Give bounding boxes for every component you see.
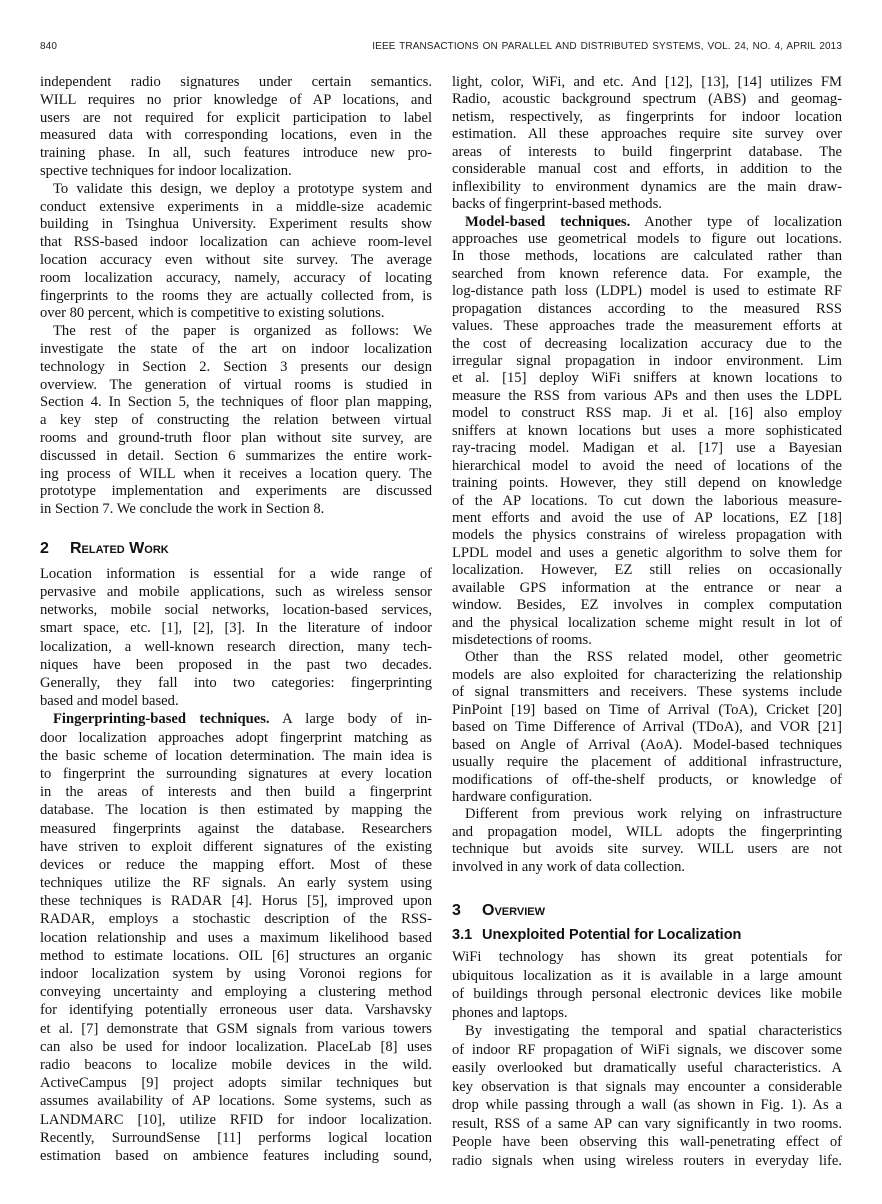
line-text: independent radio signatures under certain semantics. xyxy=(40,74,432,90)
line-text: fingerprints to the rooms they are actually collected from, is xyxy=(40,287,432,304)
text-line xyxy=(452,196,842,213)
line-text: usually require the placement of additional infrastructure, xyxy=(452,754,842,771)
text-line xyxy=(452,684,842,701)
text-line xyxy=(40,430,432,448)
text-line xyxy=(452,632,842,649)
text-line xyxy=(452,948,842,967)
line-text: these techniques is RADAR [4]. Horus [5], improved upon xyxy=(40,893,432,910)
paragraph xyxy=(40,565,432,711)
line-text: LPDL model and uses a genetic algorithm to solve them for xyxy=(452,544,842,561)
line-text: Different from previous work relying on infrastructure xyxy=(465,806,842,823)
line-text: Recently, SurroundSense [11] performs logical location xyxy=(40,1129,432,1146)
text-line xyxy=(452,475,842,492)
line-text: WiFi technology has shown its great potentials for xyxy=(452,949,842,966)
text-line xyxy=(40,765,432,783)
line-text: Another type of localization xyxy=(630,213,842,230)
text-line xyxy=(40,638,432,656)
running-header: IEEE TRANSACTIONS ON PARALLEL AND DISTRIBUTED SYSTEMS, VOL. 24, NO. 4, APRIL 2013 xyxy=(372,41,842,52)
text-line xyxy=(40,394,432,412)
text-line xyxy=(40,127,432,145)
text-line xyxy=(452,545,842,562)
paragraph xyxy=(452,806,842,876)
text-line xyxy=(40,288,432,306)
text-line xyxy=(40,674,432,692)
line-text: By investigating the temporal and spatial characteristics xyxy=(465,1023,842,1040)
line-text: log-distance path loss (LDPL) model is used to estimate RF xyxy=(452,283,842,300)
right-column xyxy=(452,74,842,1170)
text-line xyxy=(452,562,842,579)
line-text: the cost of decreasing localization accuracy due to the xyxy=(452,335,842,352)
paragraph xyxy=(40,74,432,181)
line-text: of buildings through personal electronic devices like mobile xyxy=(452,986,842,1003)
text-line xyxy=(452,1041,842,1060)
line-text: prototype implementation and experiments are discussed xyxy=(40,483,432,500)
line-text: room localization accuracy, namely, accuracy of locating xyxy=(40,269,432,286)
text-line xyxy=(40,583,432,601)
line-text: Radio, acoustic background spectrum (ABS) and geomag- xyxy=(452,91,842,108)
line-text: networks, mobile social networks, location-based services, xyxy=(40,602,432,619)
text-line xyxy=(452,1152,842,1171)
line-text: searched from known reference data. For example, the xyxy=(452,265,842,282)
text-line xyxy=(40,234,432,252)
paragraph xyxy=(40,323,432,519)
text-line xyxy=(40,1056,432,1074)
line-text: estimation. All these approaches require site survey over xyxy=(452,126,842,143)
text-line xyxy=(452,109,842,126)
line-text: ActiveCampus [9] project adopts similar techniques but xyxy=(40,1075,432,1092)
text-line xyxy=(40,892,432,910)
text-line xyxy=(452,510,842,527)
line-text: overview. The generation of virtual rooms is studied in xyxy=(40,376,432,393)
paragraph xyxy=(452,948,842,1022)
text-line xyxy=(452,440,842,457)
line-text: location accuracy even without site survey. The average xyxy=(40,251,432,268)
text-line xyxy=(452,318,842,335)
subsection-heading xyxy=(452,925,842,945)
text-line xyxy=(452,458,842,475)
paragraph xyxy=(452,1022,842,1170)
line-text: localization. However, EZ still relies on occasionally xyxy=(452,562,842,579)
paragraph-lead: Fingerprinting-based techniques. xyxy=(53,711,270,728)
text-line xyxy=(40,838,432,856)
line-text: result, RSS of a same AP can vary significantly in two rooms. xyxy=(452,1115,842,1132)
section-title: Overview xyxy=(482,902,545,920)
section-number: 3.1 xyxy=(452,927,473,944)
text-line xyxy=(452,388,842,405)
line-text: ray-tracing model. Madigan et al. [17] use a Bayesian xyxy=(452,440,842,457)
paragraph-lead: Model-based techniques. xyxy=(465,213,631,230)
line-text: misdetections of rooms. xyxy=(452,632,592,648)
line-text: involved in any work of data collection. xyxy=(452,858,686,875)
line-text: technique but avoids site survey. WILL users are not xyxy=(452,841,842,858)
text-line xyxy=(452,967,842,986)
line-text: Section 4. In Section 5, the techniques of floor plan mapping, xyxy=(40,394,432,411)
text-line xyxy=(452,126,842,143)
line-text: techniques utilize the RF signals. An early system using xyxy=(40,875,432,892)
text-line xyxy=(40,377,432,395)
line-text: indoor localization system by using Voronoi regions for xyxy=(40,966,432,983)
text-line xyxy=(452,214,842,231)
section-number: 3 xyxy=(452,902,461,920)
line-text: a key step of constructing the relation between virtual xyxy=(40,412,432,429)
text-line xyxy=(40,565,432,583)
text-line xyxy=(452,423,842,440)
line-text: method to estimate locations. OIL [6] structures an organic xyxy=(40,947,432,964)
line-text: areas of interests to build fingerprint database. The xyxy=(452,143,842,160)
line-text: devices or reduce the mapping effort. Most of these xyxy=(40,856,432,873)
line-text: radio signals when using wireless routers in everyday life. xyxy=(452,1152,842,1169)
line-text: easily overlooked but dramatically useful characteristics. A xyxy=(452,1060,842,1077)
line-text: pervasive and mobile applications, such as wireless sensor xyxy=(40,584,432,601)
text-line xyxy=(40,1111,432,1129)
text-line xyxy=(452,493,842,510)
text-line xyxy=(40,929,432,947)
text-line xyxy=(40,856,432,874)
line-text: building in Tsinghua University. Experiment results show xyxy=(40,216,432,233)
line-text: the basic scheme of location determination. The main idea is xyxy=(40,747,432,764)
text-line xyxy=(452,597,842,614)
line-text: phones and laptops. xyxy=(452,1004,568,1021)
text-line xyxy=(40,747,432,765)
text-line xyxy=(452,91,842,108)
line-text: considerable manual cost and efforts, in addition to the xyxy=(452,161,842,178)
page-number: 840 xyxy=(40,41,57,52)
line-text: People have been observing this wall-penetrating effect of xyxy=(452,1134,842,1151)
line-text: key observation is that signals may encounter a considerable xyxy=(452,1078,842,1095)
text-line xyxy=(40,729,432,747)
line-text: of signal transmitters and receivers. These systems include xyxy=(452,684,842,701)
text-line xyxy=(40,181,432,199)
line-text: ing process of WILL when it receives a location query. The xyxy=(40,465,432,482)
line-text: technology in Section 2. Section 3 presents our design xyxy=(40,358,432,375)
text-line xyxy=(452,527,842,544)
line-text: in Section 7. We conclude the work in Section 8. xyxy=(40,501,325,518)
text-line xyxy=(40,1001,432,1019)
line-text: to fingerprint the surrounding signatures at every location xyxy=(40,765,432,782)
text-line xyxy=(452,161,842,178)
line-text: model to construct RSS map. Ji et al. [16] also employ xyxy=(452,405,842,422)
text-line xyxy=(452,248,842,265)
text-line xyxy=(452,841,842,858)
line-text: models are also exploited for characterizing the relationship xyxy=(452,666,842,683)
text-line xyxy=(452,737,842,754)
line-text: that RSS-based indoor localization can achieve room-level xyxy=(40,234,432,251)
line-text: training phase. In all, such features introduce new pro- xyxy=(40,145,432,162)
text-line xyxy=(40,216,432,234)
text-line xyxy=(452,301,842,318)
text-line xyxy=(40,466,432,484)
line-text: WILL requires no prior knowledge of AP locations, and xyxy=(40,91,432,108)
line-text: smart space, etc. [1], [2], [3]. In the literature of indoor xyxy=(40,620,432,637)
text-line xyxy=(452,580,842,597)
text-line xyxy=(40,448,432,466)
line-text: for identifying potentially erroneous user data. Varshavsky xyxy=(40,1002,432,1019)
line-text: The rest of the paper is organized as follows: We xyxy=(53,323,432,340)
line-text: et al. [15] deploy WiFi sniffers at known locations to xyxy=(452,370,842,387)
text-line xyxy=(452,283,842,300)
text-line xyxy=(452,231,842,248)
text-line xyxy=(40,783,432,801)
line-text: measure the RSS from various APs and then uses the LDPL xyxy=(452,387,842,404)
section-number: 2 xyxy=(40,539,49,557)
line-text: Location information is essential for a wide range of xyxy=(40,565,432,582)
line-text: sniffers at known locations but uses a more sophisticated xyxy=(452,422,842,439)
line-text: hierarchical model to avoid the need of locations of the xyxy=(452,457,842,474)
text-line xyxy=(452,615,842,632)
text-line xyxy=(40,1092,432,1110)
text-line xyxy=(452,1115,842,1134)
line-text: et al. [7] demonstrate that GSM signals from various towers xyxy=(40,1020,432,1037)
line-text: light, color, WiFi, and etc. And [12], [13], [14] utilizes FM xyxy=(452,74,842,90)
line-text: In those methods, locations are calculated rather than xyxy=(452,248,842,265)
line-text: spective techniques for indoor localization. xyxy=(40,162,292,179)
line-text: A large body of in- xyxy=(269,711,432,728)
line-text: netism, respectively, as fingerprints for indoor location xyxy=(452,108,842,125)
text-line xyxy=(452,1078,842,1097)
line-text: door localization approaches adopt fingerprint matching as xyxy=(40,729,432,746)
text-line xyxy=(40,656,432,674)
paragraph xyxy=(452,74,842,214)
text-line xyxy=(40,601,432,619)
text-line xyxy=(452,353,842,370)
text-line xyxy=(40,92,432,110)
text-line xyxy=(452,266,842,283)
text-line xyxy=(40,74,432,92)
section-heading xyxy=(40,538,432,560)
text-line xyxy=(40,710,432,728)
line-text: over 80 percent, which is competitive to existing solutions. xyxy=(40,305,385,322)
line-text: assumes availability of AP locations. Some systems, such as xyxy=(40,1093,432,1110)
section-title: Unexploited Potential for Localization xyxy=(482,927,742,944)
text-line xyxy=(40,145,432,163)
line-text: window. Besides, EZ involves in complex computation xyxy=(452,597,842,614)
line-text: inflexibility to environment dynamics are the main draw- xyxy=(452,178,842,195)
line-text: of indoor RF propagation of WiFi signals, we discover some xyxy=(452,1041,842,1058)
line-text: based on Angle of Arrival (AoA). Model-based techniques xyxy=(452,736,842,753)
text-line xyxy=(452,1004,842,1023)
line-text: Other than the RSS related model, other geometric xyxy=(465,649,842,666)
line-text: rooms and ground-truth floor plan without site survey, are xyxy=(40,429,432,446)
text-line xyxy=(452,405,842,422)
text-line xyxy=(40,199,432,217)
line-text: localization, a well-known research direction, many tech- xyxy=(40,638,432,655)
line-text: and propagation model, WILL adopts the fingerprinting xyxy=(452,823,842,840)
line-text: database. The location is then estimated by mapping the xyxy=(40,802,432,819)
line-text: training points. However, they still depend on knowledge xyxy=(452,475,842,492)
text-line xyxy=(452,1022,842,1041)
line-text: hardware configuration. xyxy=(452,788,593,805)
text-line xyxy=(40,252,432,270)
paragraph xyxy=(40,181,432,323)
paragraph xyxy=(40,710,432,1165)
text-line xyxy=(452,1133,842,1152)
text-line xyxy=(40,801,432,819)
text-line xyxy=(40,323,432,341)
text-line xyxy=(452,370,842,387)
line-text: PinPoint [19] based on Time of Arrival (ToA), Cricket [20] xyxy=(452,701,842,718)
text-line xyxy=(452,985,842,1004)
line-text: backs of fingerprint-based methods. xyxy=(452,196,662,213)
line-text: investigate the state of the art on indoor localization xyxy=(40,340,432,357)
text-line xyxy=(40,359,432,377)
text-line xyxy=(40,820,432,838)
line-text: RADAR, employs a stochastic description of the RSS- xyxy=(40,911,432,928)
text-line xyxy=(40,874,432,892)
line-text: values. These approaches trade the measurement efforts at xyxy=(452,318,842,335)
line-text: niques have been proposed in the past two decades. xyxy=(40,656,432,673)
text-line xyxy=(452,806,842,823)
text-line xyxy=(40,412,432,430)
text-line xyxy=(40,110,432,128)
line-text: available GPS information at the entrance or near a xyxy=(452,579,842,596)
line-text: approaches use geometrical models to figure out locations. xyxy=(452,230,842,247)
text-line xyxy=(40,483,432,501)
text-line xyxy=(40,1038,432,1056)
line-text: models the physics constrains of wireless propagation with xyxy=(452,527,842,544)
text-line xyxy=(452,336,842,353)
paragraph xyxy=(452,649,842,806)
text-line xyxy=(40,1147,432,1165)
line-text: of the AP locations. To cut down the laborious measure- xyxy=(452,492,842,509)
line-text: estimation based on ambience features including sound, xyxy=(40,1147,432,1164)
line-text: propagation distances according to the measured RSS xyxy=(452,300,842,317)
line-text: LANDMARC [10], utilize RFID for indoor localization. xyxy=(40,1111,432,1128)
line-text: conveying uncertainty and employing a clustering method xyxy=(40,984,432,1001)
line-text: radio beacons to localize mobile devices in the wild. xyxy=(40,1056,432,1073)
text-line xyxy=(40,983,432,1001)
text-line xyxy=(40,965,432,983)
line-text: measured data with corresponding locations, even in the xyxy=(40,127,432,144)
line-text: Generally, they fall into two categories: fingerprinting xyxy=(40,675,432,692)
line-text: discussed in detail. Section 6 summarizes the entire work- xyxy=(40,447,432,464)
text-line xyxy=(452,144,842,161)
line-text: irregular signal propagation in indoor environment. Lim xyxy=(452,353,842,369)
line-text: based and model based. xyxy=(40,693,179,710)
line-text: drop while passing through a wall (as shown in Fig. 1). As a xyxy=(452,1097,842,1114)
text-line xyxy=(40,1074,432,1092)
text-line xyxy=(452,719,842,736)
text-line xyxy=(452,772,842,789)
text-line xyxy=(452,179,842,196)
section-heading xyxy=(452,900,842,922)
left-column xyxy=(40,74,432,1165)
line-text: measured fingerprints against the database. Researchers xyxy=(40,820,432,837)
text-line xyxy=(452,789,842,806)
line-text: modifications of off-the-shelf products, or knowledge of xyxy=(452,771,842,788)
line-text: ubiquitous localization as it is available in a large amount xyxy=(452,967,842,984)
text-line xyxy=(40,501,432,519)
text-line xyxy=(452,824,842,841)
line-text: can also be used for indoor localization. PlaceLab [8] uses xyxy=(40,1038,432,1055)
text-line xyxy=(40,619,432,637)
line-text: conduct extensive experiments in a middle-size academic xyxy=(40,198,432,215)
line-text: have striven to exploit different signatures of the existing xyxy=(40,838,432,855)
text-line xyxy=(40,692,432,710)
text-line xyxy=(452,667,842,684)
text-line xyxy=(40,1020,432,1038)
text-line xyxy=(452,702,842,719)
text-line xyxy=(40,947,432,965)
section-title: Related Work xyxy=(70,539,169,557)
paragraph xyxy=(452,214,842,650)
text-line xyxy=(40,163,432,181)
text-line xyxy=(452,649,842,666)
text-line xyxy=(452,1059,842,1078)
line-text: location relationship and uses a maximum likelihood based xyxy=(40,929,432,946)
text-line xyxy=(40,305,432,323)
line-text: in the areas of interests and then build a fingerprint xyxy=(40,784,432,801)
text-line xyxy=(452,754,842,771)
text-line xyxy=(452,1096,842,1115)
text-line xyxy=(40,341,432,359)
line-text: based on Time Difference of Arrival (TDoA), and VOR [21] xyxy=(452,719,842,736)
line-text: ment efforts and avoid the use of AP locations, EZ [18] xyxy=(452,509,842,526)
text-line xyxy=(40,910,432,928)
line-text: To validate this design, we deploy a prototype system and xyxy=(53,180,432,197)
text-line xyxy=(40,1129,432,1147)
text-line xyxy=(452,859,842,876)
line-text: and the physical localization scheme might result in lot of xyxy=(452,614,842,631)
text-line xyxy=(40,270,432,288)
text-line xyxy=(452,74,842,91)
line-text: users are not required for explicit participation to label xyxy=(40,109,432,126)
